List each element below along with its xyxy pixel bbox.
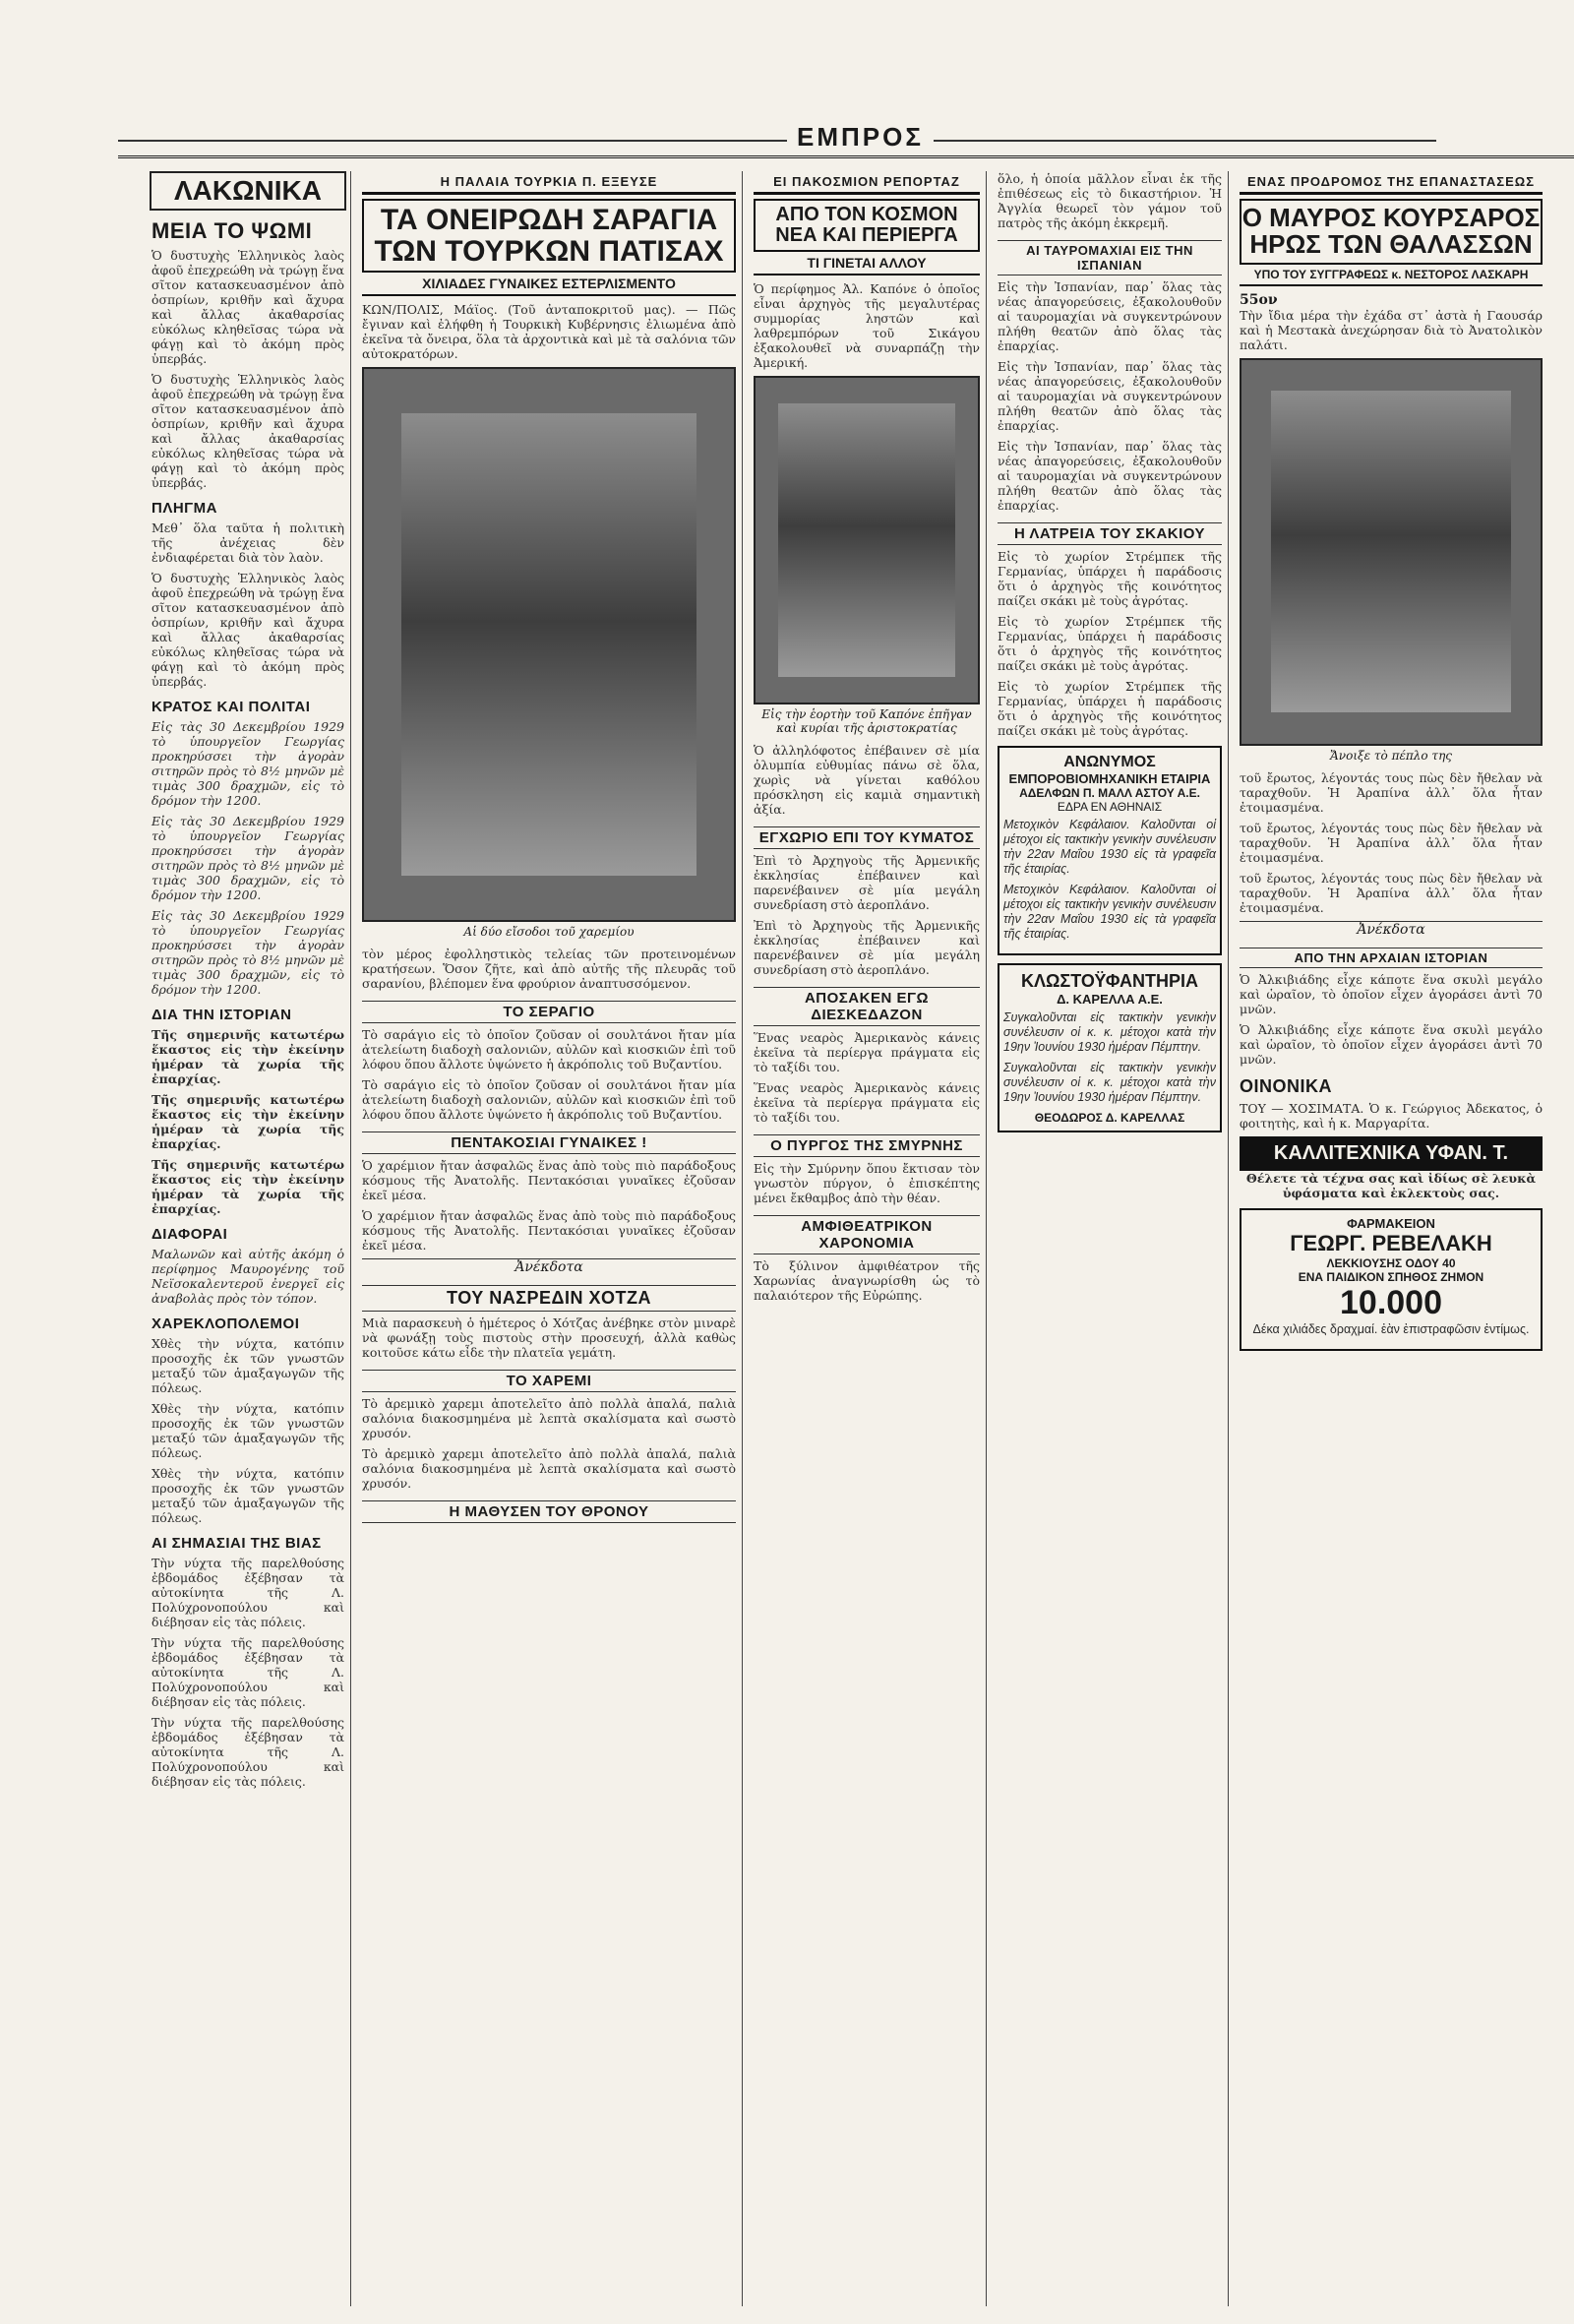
article-text: Εἰς τὰς 30 Δεκεμβρίου 1929 τὸ ὑπουργεῖον Γεωργίας προκηρύσσει τὴν ἀγορὰν σιτηρῶν πρὸς τὸ 8½ μηνῶν μὲ τιμὰς 300 δραχμῶν, εἰς τὸ δρόμον τὴν 1200. [151,908,344,997]
article-text: Εἰς τὴν Ἰσπανίαν, παρ᾽ ὅλας τὰς νέας ἀπαγορεύσεις, ἐξακολουθοῦν αἱ ταυρομαχίαι νὰ συγκεντρώνουν πλήθη θεατῶν ἀπὸ ὅλας τὰς ἐπαρχίας. [998,439,1222,513]
article-text: Εἰς τὰς 30 Δεκεμβρίου 1929 τὸ ὑπουργεῖον Γεωργίας προκηρύσσει τὴν ἀγορὰν σιτηρῶν πρὸς τὸ 8½ μηνῶν μὲ τιμὰς 300 δραχμῶν, εἰς τὸ δρόμον τὴν 1200. [151,814,344,902]
reward-text: Δέκα χιλιάδες δραχμαί. ἐὰν ἐπιστραφῶσιν ἐντίμως. [1252,1321,1530,1336]
article-text: Εἰς τὴν Ἰσπανίαν, παρ᾽ ὅλας τὰς νέας ἀπαγορεύσεις, ἐξακολουθοῦν αἱ ταυρομαχίαι νὰ συγκεντρώνουν πλήθη θεατῶν ἀπὸ ὅλας τὰς ἐπαρχίας. [998,279,1222,353]
column-world-news [748,171,987,2306]
column-lakonika [146,171,351,2306]
article-text: τοῦ ἔρωτος, λέγοντάς τους πὼς δὲν ἤθελαν νὰ ταραχθοῦν. Ἡ Ἀραπίνα ἀλλ᾽ ὅλα ἦταν ἐτοιμασμένα. [1240,769,1543,815]
article-text: Ὁ Ἀλκιβιάδης εἶχε κάποτε ἕνα σκυλὶ μεγάλο καὶ ὡραῖον, τὸ ὁποῖον εἶχεν ἀγοράσει ἀντὶ 70 μνῶν. [1240,971,1543,1016]
illustration-figure [1271,391,1510,713]
notice-title: ΚΛΩΣΤΟΫΦΑΝΤΗΡΙΑ [1020,971,1199,991]
article-text: Τὸ σαράγιο εἰς τὸ ὁποῖον ζοῦσαν οἱ σουλτάνοι ἤταν μία ἀτελείωτη διαδοχὴ σαλονιῶν, αὐλῶν καὶ κιοσκιῶν ἐπὶ τοῦ λόφου ὅπου ἄλλοτε ὑψώνετο ἡ ἀκρόπολις τοῦ Βυζαντίου. [362,1077,736,1122]
column-black-corsair [1234,171,1548,2306]
article-text: Τὸ ἀρεμικὸ χαρεμι ἀποτελεῖτο ἀπὸ πολλὰ ἀπαλά, παλιὰ σαλόνια διακοσμημένα μὲ λεπτὰ σκαλίσματα καὶ σωστὸ χρυσόν. [362,1446,736,1491]
section-heading: ΑΜΦΙΘΕΑΤΡΙΚΟΝ ΧΑΡΟΝΟΜΙΑ [754,1215,980,1254]
episode-number: 55ον [1240,291,1278,308]
newspaper-name: ΕΜΠΡΟΣ [787,122,934,153]
company-notice [998,746,1222,955]
headline-line-2: ΝΕΑ ΚΑΙ ΠΕΡΙΕΡΓΑ [775,224,958,246]
section-heading: Ο ΠΥΡΓΟΣ ΤΗΣ ΣΜΥΡΝΗΣ [754,1134,980,1157]
article-headline [1240,199,1543,265]
section-heading: ΑΙ ΤΑΥΡΟΜΑΧΙΑΙ ΕΙΣ ΤΗΝ ΙΣΠΑΝΙΑΝ [998,240,1222,275]
notice-text: Συγκαλοῦνται εἰς τακτικὴν γενικὴν συνέλευσιν οἱ κ. κ. μέτοχοι κατὰ τὴν 19ην Ἰουνίου 1930 ἡμέραν Πέμπτην. [1003,1010,1216,1054]
headline-line-2: ΤΩΝ ΤΟΥΡΚΩΝ ΠΑΤΙΣΑΧ [374,234,724,268]
headline-line-1: Ο ΜΑΥΡΟΣ ΚΟΥΡΣΑΡΟΣ [1241,203,1541,232]
photo-doorway [401,413,697,876]
notice-text: Μετοχικὸν Κεφάλαιον. Καλοῦνται οἱ μέτοχοι εἰς τακτικὴν γενικὴν συνέλευσιν τὴν 22αν Μαΐου 1930 εἰς τὰ γραφεῖα τῆς ἑταιρίας. [1003,818,1216,876]
article-text: Τὴν νύχτα τῆς παρελθούσης ἐβδομάδος ἐξέβησαν τὰ αὐτοκίνητα τῆς Λ. Πολύχρονοπούλου καὶ διέβησαν εἰς τὰς πόλεις. [151,1556,344,1629]
section-heading: ΤΟ ΧΑΡΕΜΙ [362,1370,736,1392]
article-text: Τὴν νύχτα τῆς παρελθούσης ἐβδομάδος ἐξέβησαν τὰ αὐτοκίνητα τῆς Λ. Πολύχρονοπούλου καὶ διέβησαν εἰς τὰς πόλεις. [151,1715,344,1789]
section-heading: Η ΛΑΤΡΕΙΑ ΤΟΥ ΣΚΑΚΙΟΥ [998,522,1222,545]
notice-company: ΑΔΕΛΦΩΝ Π. ΜΑΛΛ ΑΣΤΟΥ Α.Ε. [1019,786,1200,800]
notice-subtitle: Δ. ΚΑΡΕΛΛΑ Α.Ε. [1057,992,1163,1007]
masthead-rule [118,140,1436,142]
pharmacy-label: ΦΑΡΜΑΚΕΙΟΝ [1347,1215,1435,1231]
photo-caption: Εἰς τὴν ἑορτὴν τοῦ Καπόνε ἐπῆγαν καὶ κυρίαι τῆς ἀριστοκρατίας [761,707,972,735]
headline-line-1: ΤΑ ΟΝΕΙΡΩΔΗ ΣΑΡΑΓΙΑ [380,204,718,236]
article-text: Εἰς τὴν Σμύρνην ὅπου ἔκτισαν τὸν γνωστὸν πύργον, ὁ ἐπισκέπτης μένει ἔκθαμβος ἀπὸ τὴν θέαν. [754,1161,980,1205]
article-text: Ὁ δυστυχὴς Ἑλληνικὸς λαὸς ἀφοῦ ἐπεχρεώθη νὰ τρώγῃ ἕνα σῖτον κατασκευασμένον ἀπὸ ὀσπρίων, κριθῆν καὶ ἄχυρα καὶ ἄλλας ἀκαθαρσίας εὐκόλως κληθεῖσας τώρα νὰ φάγῃ καὶ τὸ ἀκόμη πρὸς ὑπερβάς. [151,571,344,689]
article-text: Τῆς σημερινῆς κατωτέρω ἕκαστος εἰς τὴν ἐκείνην ἡμέραν τὰ χωρία τῆς ἐπαρχίας. [151,1092,344,1151]
section-heading: ΠΕΝΤΑΚΟΣΙΑΙ ΓΥΝΑΙΚΕΣ ! [362,1131,736,1154]
advert-title: ΚΑΛΛΙΤΕΧΝΙΚΑ ΥΦΑΝ. Τ. [1273,1141,1509,1164]
notice-subtitle: ΕΜΠΟΡΟΒΙΟΜΗΧΑΝΙΚΗ ΕΤΑΙΡΙΑ [1008,771,1211,786]
section-heading: ΑΙ ΣΗΜΑΣΙΑΙ ΤΗΣ ΒΙΑΣ [151,1535,322,1552]
photo-caption: Αἱ δύο εἴσοδοι τοῦ χαρεμίου [463,925,635,939]
article-banner: ΕΙ ΠΑΚΟΣΜΙΟΝ ΡΕΠΟΡΤΑΖ [754,171,980,195]
section-heading: ΕΓΧΩΡΙΟ ΕΠΙ ΤΟΥ ΚΥΜΑΤΟΣ [754,826,980,849]
column-title: ΛΑΚΩΝΙΚΑ [150,171,346,211]
section-heading: ΜΕΙΑ ΤΟ ΨΩΜΙ [151,218,313,243]
article-text: Εἰς τὴν Ἰσπανίαν, παρ᾽ ὅλας τὰς νέας ἀπαγορεύσεις, ἐξακολουθοῦν αἱ ταυρομαχίαι νὰ συγκεντρώνουν πλήθη θεατῶν ἀπὸ ὅλας τὰς ἐπαρχίας. [998,359,1222,433]
article-intro: ΚΩΝ/ΠΟΛΙΣ, Μάϊος. (Τοῦ ἀνταποκριτοῦ μας). — Πῶς ἔγιναν καὶ ἐλήφθη ἡ Τουρκικὴ Κυβέρνησις ἐλιωμένα ἀπὸ ἐκεῖνα τὰ ὄνειρα, ὅλα τὰ ἀρχοντικὰ καὶ μὲ τὰ σαλόνια τῶν αὐτοκρατόρων. [362,302,736,361]
article-intro: Τὴν ἴδια μέρα τὴν ἐχάδα στ᾽ ἀστὰ ἡ Γαουσάρ καὶ ἡ Μεστακὰ ἀνεχώρησαν διὰ τὸ Ἀνατολικὸν παλάτι. [1240,307,1543,352]
article-text: Μαλωνῶν καὶ αὐτῆς ἀκόμη ὁ περίφημος Μαυρογένης τοῦ Νεϊσοκαλεντεροῦ ἐνεργεῖ εἰς ἀναβολὰς πρὸς τὸν τόπον. [151,1247,344,1306]
mill-notice [998,963,1222,1132]
article-text: ὅλο, ἡ ὁποία μᾶλλον εἶναι ἐκ τῆς ἐπιθέσεως εἰς τὸ δικαστήριον. Ἡ Ἀγγλία θεωρεῖ τὸν γάμον τοῦ πατρὸς τῆς ἀκόμη ἐκκρεμῆ. [998,171,1222,230]
notice-seat: ΕΔΡΑ ΕΝ ΑΘΗΝΑΙΣ [1057,800,1163,814]
article-subheading: ΤΙ ΓΙΝΕΤΑΙ ΑΛΛΟΥ [754,252,980,275]
article-text: ΤΟΥ — ΧΟΣΙΜΑΤΑ. Ὁ κ. Γεώργιος Ἀδεκατος, ὁ φοιτητὴς, καὶ ἡ κ. Μαργαρίτα. [1240,1100,1543,1131]
article-text: Ἐπὶ τὸ Ἀρχηγοὺς τῆς Ἀρμενικῆς ἐκκλησίας ἐπέβαινεν καὶ παρενέβαινεν σὲ μία μεγάλη συνεδρίαση στὸ ἀεροπλάνο. [754,853,980,912]
section-heading: ΔΙΑΦΟΡΑΙ [151,1226,228,1243]
article-text: Ὁ ἀλληλόφοτος ἐπέβαινεν σὲ μία ὀλυμπία εὐθυμίας πάνω σὲ ὅλα, χωρὶς νὰ γίνεται καθόλου πρόσκληση εἰς καμιὰ σημαντικὴ ἀξία. [754,743,980,817]
serial-illustration [1240,358,1543,746]
article-text: τοῦ ἔρωτος, λέγοντάς τους πὼς δὲν ἤθελαν νὰ ταραχθοῦν. Ἡ Ἀραπίνα ἀλλ᾽ ὅλα ἦταν ἐτοιμασμένα. [1240,820,1543,865]
section-heading: ΚΡΑΤΟΣ ΚΑΙ ΠΟΛΙΤΑΙ [151,699,311,715]
section-heading: ΔΙΑ ΤΗΝ ΙΣΤΟΡΙΑΝ [151,1007,292,1023]
article-text: Μιὰ παρασκευὴ ὁ ἡμέτερος ὁ Χότζας ἀνέβηκε στὸν μιναρὲ νὰ φωνάξῃ τοὺς πιστοὺς στὴν προσευχή, ἀλλὰ καθὼς κοιτοῦσε κάτω εἶδε τὴν πλατεῖα γεμάτη. [362,1315,736,1360]
article-headline [754,199,980,252]
article-text: Τῆς σημερινῆς κατωτέρω ἕκαστος εἰς τὴν ἐκείνην ἡμέραν τὰ χωρία τῆς ἐπαρχίας. [151,1157,344,1216]
harem-photo [362,367,736,922]
advert-text: Θέλετε τὰ τέχνα σας καὶ ἰδίως σὲ λευκὰ ὑφάσματα καὶ ἐκλεκτοὺς σας. [1245,1170,1537,1200]
article-text: Εἰς τὰς 30 Δεκεμβρίου 1929 τὸ ὑπουργεῖον Γεωργίας προκηρύσσει τὴν ἀγορὰν σιτηρῶν πρὸς τὸ 8½ μηνῶν μὲ τιμὰς 300 δραχμῶν, εἰς τὸ δρόμον τὴν 1200. [151,719,344,808]
story-label: Ἀνέκδοτα [362,1258,736,1275]
column-sarai-article [356,171,743,2306]
reward-amount: 10.000 [1340,1283,1442,1321]
article-text: Τὸ ἀρεμικὸ χαρεμι ἀποτελεῖτο ἀπὸ πολλὰ ἀπαλά, παλιὰ σαλόνια διακοσμημένα μὲ λεπτὰ σκαλίσματα καὶ σωστὸ χρυσόν. [362,1396,736,1440]
article-text: Τῆς σημερινῆς κατωτέρω ἕκαστος εἰς τὴν ἐκείνην ἡμέραν τὰ χωρία τῆς ἐπαρχίας. [151,1027,344,1086]
article-text: Εἰς τὸ χωρίον Στρέμπεκ τῆς Γερμανίας, ὑπάρχει ἡ παράδοσις ὅτι ὁ ἀρχηγὸς τῆς κοινότητος παίζει σκάκι μὲ τοὺς ἀγρότας. [998,679,1222,738]
article-text: Τὸ σαράγιο εἰς τὸ ὁποῖον ζοῦσαν οἱ σουλτάνοι ἤταν μία ἀτελείωτη διαδοχὴ σαλονιῶν, αὐλῶν καὶ κιοσκιῶν ἐπὶ τοῦ λόφου ὅπου ἄλλοτε ὑψώνετο ἡ ἀκρόπολις τοῦ Βυζαντίου. [362,1027,736,1071]
story-label: Ἀνέκδοτα [1240,921,1543,938]
article-text: Ὁ χαρέμιον ἤταν ἀσφαλῶς ἕνας ἀπὸ τοὺς πιὸ παράδοξους κόσμους τῆς Ἀνατολῆς. Πεντακόσιαι γυναῖκες ἐζοῦσαν ἐκεῖ μέσα. [362,1158,736,1202]
article-text: Ἕνας νεαρὸς Ἀμερικανὸς κάνεις ἐκεῖνα τὰ περίεργα πράγματα εἰς τὸ ταξίδι του. [754,1080,980,1125]
article-text: Εἰς τὸ χωρίον Στρέμπεκ τῆς Γερμανίας, ὑπάρχει ἡ παράδοσις ὅτι ὁ ἀρχηγὸς τῆς κοινότητος παίζει σκάκι μὲ τοὺς ἀγρότας. [998,614,1222,673]
article-text: Τὸ ξύλινον ἀμφιθέατρον τῆς Χαρωνίας ἀναγνωρίσθη ὡς τὸ παλαιότερον τῆς Εὐρώπης. [754,1258,980,1303]
section-heading: ΧΑΡΕΚΛΟΠΟΛΕΜΟΙ [151,1315,300,1332]
article-text: Ἐπὶ τὸ Ἀρχηγοὺς τῆς Ἀρμενικῆς ἐκκλησίας ἐπέβαινεν καὶ παρενέβαινεν σὲ μία μεγάλη συνεδρίαση στὸ ἀεροπλάνο. [754,918,980,977]
article-text: Μεθ᾽ ὅλα ταῦτα ἡ πολιτικὴ τῆς ἀνέχειας δὲν ἐνδιαφέρεται διὰ τὸν λαὸν. [151,520,344,565]
notice-title: ΑΝΩΝΥΜΟΣ [1063,754,1156,770]
pharmacy-text: ΕΝΑ ΠΑΙΔΙΚΟΝ ΣΠΗΘΟΣ ΖΗΜΟΝ [1298,1269,1484,1284]
section-heading: Η ΜΑΘΥΣΕΝ ΤΟΥ ΘΡΟΝΟΥ [362,1500,736,1523]
article-text: Ὁ Ἀλκιβιάδης εἶχε κάποτε ἕνα σκυλὶ μεγάλο καὶ ὡραῖον, τὸ ὁποῖον εἶχεν ἀγοράσει ἀντὶ 70 μνῶν. [1240,1021,1543,1067]
headline-line-2: ΗΡΩΣ ΤΩΝ ΘΑΛΑΣΣΩΝ [1249,229,1533,260]
column-misc-and-ads [992,171,1229,2306]
article-text: Χθὲς τὴν νύχτα, κατόπιν προσοχῆς ἐκ τῶν γνωστῶν μεταξύ τῶν ἁμαξαγωγῶν τῆς πόλεως. [151,1466,344,1525]
article-headline [362,199,736,273]
notice-text: Μετοχικὸν Κεφάλαιον. Καλοῦνται οἱ μέτοχοι εἰς τακτικὴν γενικὴν συνέλευσιν τὴν 22αν Μαΐου 1930 εἰς τὰ γραφεῖα τῆς ἑταιρίας. [1003,883,1216,941]
pharmacy-advert [1240,1208,1543,1351]
article-banner: Η ΠΑΛΑΙΑ ΤΟΥΡΚΙΑ Π. ΕΞΕΥΣΕ [362,171,736,195]
article-subheading: ΧΙΛΙΑΔΕΣ ΓΥΝΑΙΚΕΣ ΕΣΤΕΡΛΙΣΜΕΝΤΟ [362,273,736,296]
photo-figures [778,403,956,676]
section-heading: ΟΙΝΟΝΙΚΑ [1240,1075,1332,1096]
section-heading: ΤΟ ΣΕΡΑΓΙΟ [362,1001,736,1023]
masthead [118,122,1574,158]
article-subheading: ΥΠΟ ΤΟΥ ΣΥΓΓΡΑΦΕΩΣ κ. ΝΕΣΤΟΡΟΣ ΛΑΣΚΑΡΗ [1240,265,1543,286]
article-text: Χθὲς τὴν νύχτα, κατόπιν προσοχῆς ἐκ τῶν γνωστῶν μεταξύ τῶν ἁμαξαγωγῶν τῆς πόλεως. [151,1401,344,1460]
article-text: τοῦ ἔρωτος, λέγοντάς τους πὼς δὲν ἤθελαν νὰ ταραχθοῦν. Ἡ Ἀραπίνα ἀλλ᾽ ὅλα ἦταν ἐτοιμασμένα. [1240,870,1543,915]
article-text: Ὁ χαρέμιον ἤταν ἀσφαλῶς ἕνας ἀπὸ τοὺς πιὸ παράδοξους κόσμους τῆς Ἀνατολῆς. Πεντακόσιαι γυναῖκες ἐζοῦσαν ἐκεῖ μέσα. [362,1208,736,1253]
headline-line-1: ΑΠΟ ΤΟΝ ΚΟΣΜΟΝ [775,204,958,225]
illustration-caption: Ἄνοιξε τὸ πέπλο της [1330,748,1452,763]
article-text: Ἕνας νεαρὸς Ἀμερικανὸς κάνεις ἐκεῖνα τὰ περίεργα πράγματα εἰς τὸ ταξίδι του. [754,1030,980,1074]
article-text: Ὁ δυστυχὴς Ἑλληνικὸς λαὸς ἀφοῦ ἐπεχρεώθη νὰ τρώγῃ ἕνα σῖτον κατασκευασμένον ἀπὸ ὀσπρίων, κριθῆν καὶ ἄχυρα καὶ ἄλλας ἀκαθαρσίας εὐκόλως κληθεῖσας τώρα νὰ φάγῃ καὶ τὸ ἀκόμη πρὸς ὑπερβάς. [151,372,344,490]
section-heading: ΤΟΥ ΝΑΣΡΕΔΙΝ ΧΟΤΖΑ [362,1285,736,1312]
notice-text: Συγκαλοῦνται εἰς τακτικὴν γενικὴν συνέλευσιν οἱ κ. κ. μέτοχοι κατὰ τὴν 19ην Ἰουνίου 1930 ἡμέραν Πέμπτην. [1003,1061,1216,1104]
article-banner: ΕΝΑΣ ΠΡΟΔΡΟΜΟΣ ΤΗΣ ΕΠΑΝΑΣΤΑΣΕΩΣ [1240,171,1543,195]
article-text: Εἰς τὸ χωρίον Στρέμπεκ τῆς Γερμανίας, ὑπάρχει ἡ παράδοσις ὅτι ὁ ἀρχηγὸς τῆς κοινότητος παίζει σκάκι μὲ τοὺς ἀγρότας. [998,549,1222,608]
article-text: τὸν μέρος ἐφολληστικὸς τελείας τῶν προτεινομένων κρατήσεων. Ὅσον ζῆτε, καὶ ἀπὸ αὐτῆς τῆς πλευρᾶς τοῦ σαρανίου, βλέπομεν ἕνα φρούριον ἀναπτυσσόμενον. [362,947,736,991]
article-text: Τὴν νύχτα τῆς παρελθούσης ἐβδομάδος ἐξέβησαν τὰ αὐτοκίνητα τῆς Λ. Πολύχρονοπούλου καὶ διέβησαν εἰς τὰς πόλεις. [151,1635,344,1709]
article-intro: Ὁ περίφημος Ἀλ. Καπόνε ὁ ὁποῖος εἶναι ἀρχηγὸς τῆς μεγαλυτέρας συμμορίας ληστῶν καὶ λαθρεμπόρων τοῦ Σικάγου ἐξακολουθεῖ νὰ συναρπάζῃ τὴν Ἀμερική. [754,281,980,370]
notice-signature: ΘΕΟΔΩΡΟΣ Δ. ΚΑΡΕΛΛΑΣ [1034,1111,1185,1125]
pharmacy-name: ΓΕΩΡΓ. ΡΕΒΕΛΑΚΗ [1290,1230,1492,1255]
article-text: Χθὲς τὴν νύχτα, κατόπιν προσοχῆς ἐκ τῶν γνωστῶν μεταξύ τῶν ἁμαξαγωγῶν τῆς πόλεως. [151,1336,344,1395]
capone-party-photo [754,376,980,704]
article-text: Ὁ δυστυχὴς Ἑλληνικὸς λαὸς ἀφοῦ ἐπεχρεώθη νὰ τρώγῃ ἕνα σῖτον κατασκευασμένον ἀπὸ ὀσπρίων, κριθῆν καὶ ἄχυρα καὶ ἄλλας ἀκαθαρσίας εὐκόλως κληθεῖσας τώρα νὰ φάγῃ καὶ τὸ ἀκόμη πρὸς ὑπερβάς. [151,248,344,366]
section-heading: ΑΠΟ ΤΗΝ ΑΡΧΑΙΑΝ ΙΣΤΟΡΙΑΝ [1240,948,1543,968]
pharmacy-address: ΛΕΚΚΙΟΥΣΗΣ ΟΔΟΥ 40 [1326,1255,1456,1270]
weaving-advert [1240,1136,1543,1171]
section-heading: ΠΛΗΓΜΑ [151,500,218,517]
section-heading: ΑΠΟΣΑΚΕΝ ΕΓΩ ΔΙΕΣΚΕΔΑΖΟΝ [754,987,980,1026]
